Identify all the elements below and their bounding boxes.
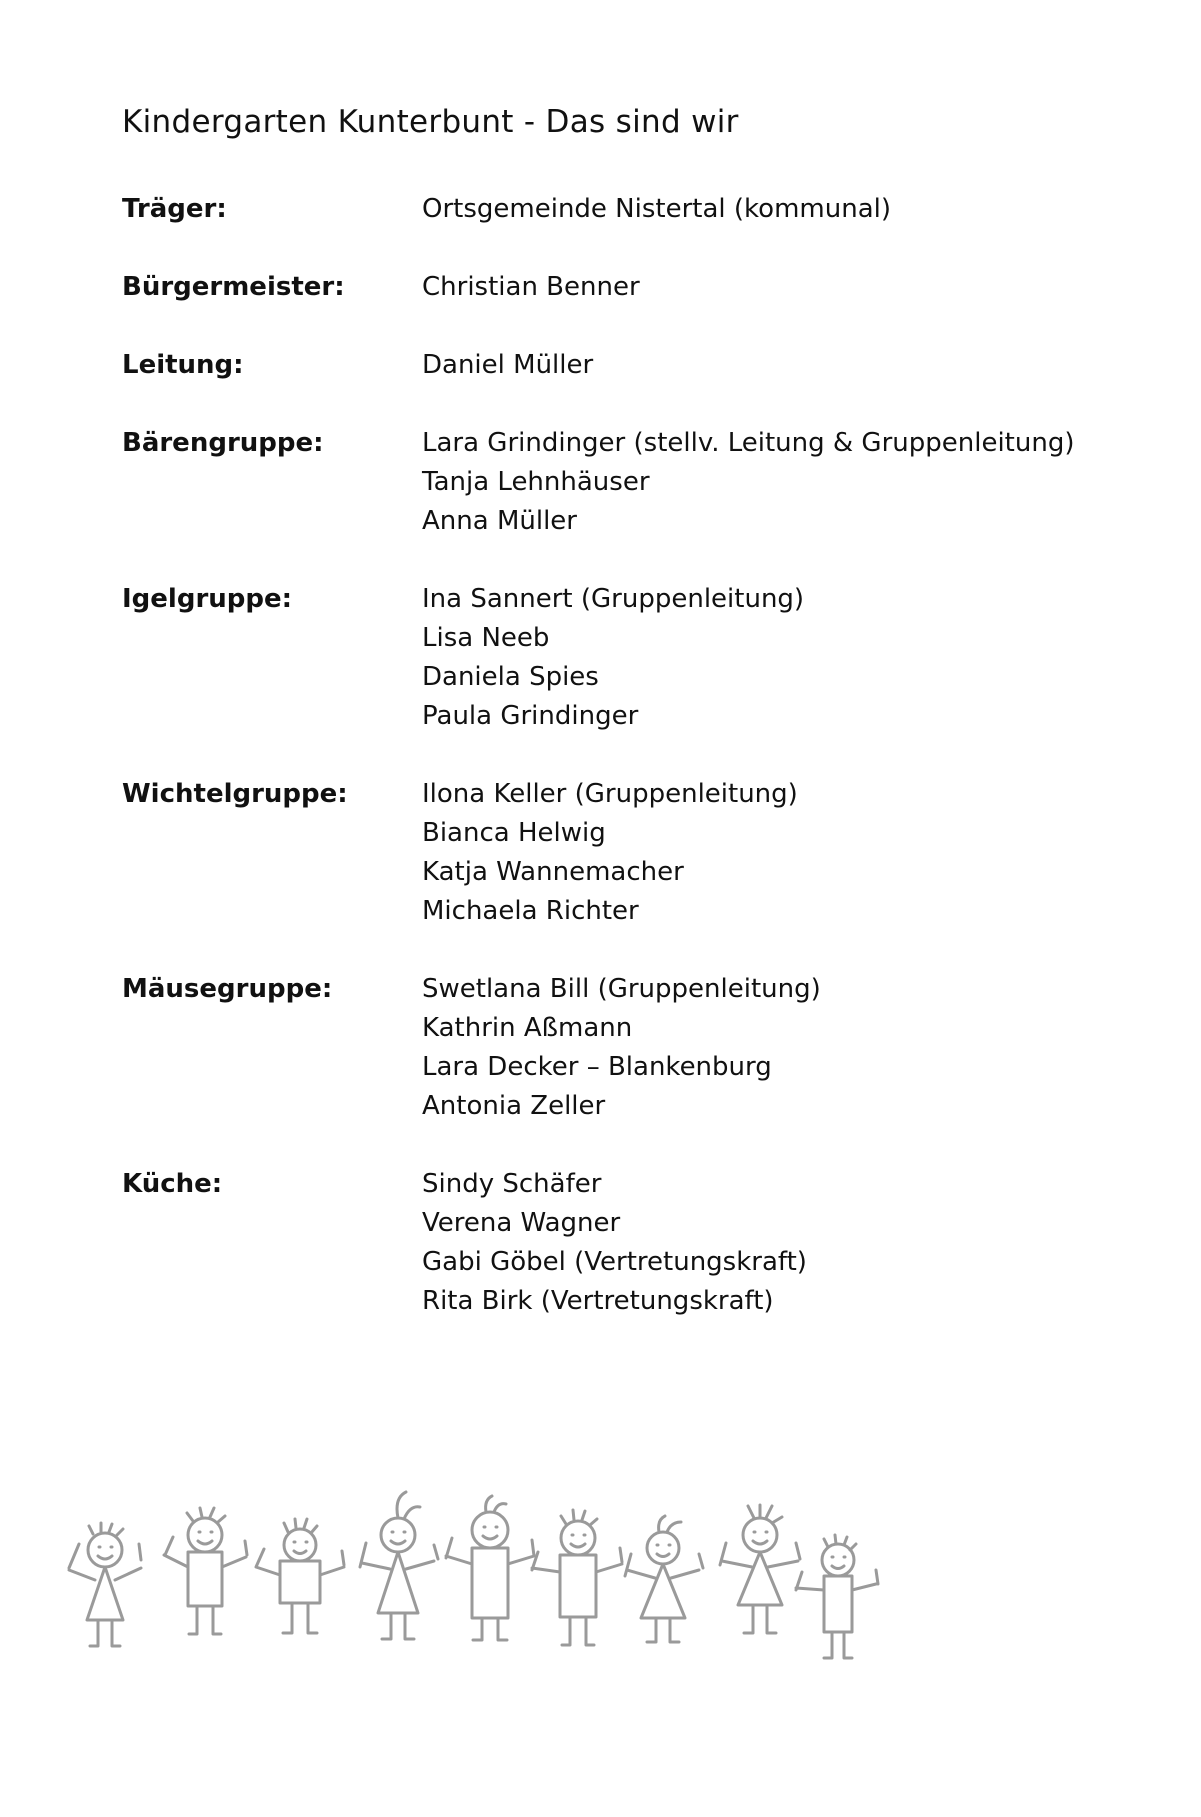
child-figure-6 xyxy=(532,1510,622,1645)
entry-label: Wichtelgruppe: xyxy=(122,779,348,809)
child-figure-7 xyxy=(625,1516,703,1642)
staff-name: Lisa Neeb xyxy=(422,623,550,653)
staff-name: Ortsgemeinde Nistertal (kommunal) xyxy=(422,194,891,224)
entry-names xyxy=(422,970,1122,1126)
entry-label: Bürgermeister: xyxy=(122,272,345,302)
staff-name: Paula Grindinger xyxy=(422,701,639,731)
staff-name: Bianca Helwig xyxy=(422,818,606,848)
entry-label: Bärengruppe: xyxy=(122,428,324,458)
entry-names xyxy=(422,268,1122,307)
staff-name: Gabi Göbel (Vertretungskraft) xyxy=(422,1247,807,1277)
staff-name: Kathrin Aßmann xyxy=(422,1013,633,1043)
entry-names xyxy=(422,775,1122,931)
child-figure-5 xyxy=(446,1496,534,1640)
staff-list xyxy=(122,190,1122,1360)
staff-entry xyxy=(122,1165,1122,1321)
staff-name: Antonia Zeller xyxy=(422,1091,606,1121)
child-figure-9 xyxy=(796,1535,878,1658)
entry-names xyxy=(422,1165,1122,1321)
child-figure-4 xyxy=(360,1492,438,1639)
page-title: Kindergarten Kunterbunt - Das sind wir xyxy=(122,104,739,140)
staff-name: Ina Sannert (Gruppenleitung) xyxy=(422,584,805,614)
entry-label: Küche: xyxy=(122,1169,223,1199)
child-figure-1 xyxy=(69,1523,141,1646)
staff-name: Rita Birk (Vertretungskraft) xyxy=(422,1286,774,1316)
staff-name: Michaela Richter xyxy=(422,896,639,926)
entry-names xyxy=(422,424,1122,541)
entry-label: Igelgruppe: xyxy=(122,584,293,614)
staff-entry xyxy=(122,580,1122,736)
children-drawing xyxy=(60,1490,960,1690)
child-figure-8 xyxy=(720,1505,800,1633)
staff-entry xyxy=(122,346,1122,385)
staff-name: Tanja Lehnhäuser xyxy=(422,467,650,497)
staff-name: Sindy Schäfer xyxy=(422,1169,602,1199)
child-figure-2 xyxy=(164,1508,247,1634)
staff-name: Ilona Keller (Gruppenleitung) xyxy=(422,779,798,809)
staff-entry xyxy=(122,424,1122,541)
entry-label: Mäusegruppe: xyxy=(122,974,333,1004)
staff-name: Verena Wagner xyxy=(422,1208,621,1238)
staff-name: Christian Benner xyxy=(422,272,640,302)
staff-name: Daniela Spies xyxy=(422,662,599,692)
entry-label: Träger: xyxy=(122,194,227,224)
staff-name: Katja Wannemacher xyxy=(422,857,684,887)
entry-names xyxy=(422,346,1122,385)
staff-name: Swetlana Bill (Gruppenleitung) xyxy=(422,974,821,1004)
children-drawing-icon xyxy=(60,1490,960,1690)
staff-entry xyxy=(122,775,1122,931)
child-figure-3 xyxy=(256,1519,344,1633)
staff-name: Daniel Müller xyxy=(422,350,594,380)
entry-label: Leitung: xyxy=(122,350,244,380)
staff-entry xyxy=(122,190,1122,229)
staff-name: Lara Decker – Blankenburg xyxy=(422,1052,772,1082)
entry-names xyxy=(422,580,1122,736)
staff-name: Anna Müller xyxy=(422,506,577,536)
staff-entry xyxy=(122,268,1122,307)
staff-name: Lara Grindinger (stellv. Leitung & Gruppenleitung) xyxy=(422,428,1075,458)
entry-names xyxy=(422,190,1122,229)
staff-entry xyxy=(122,970,1122,1126)
